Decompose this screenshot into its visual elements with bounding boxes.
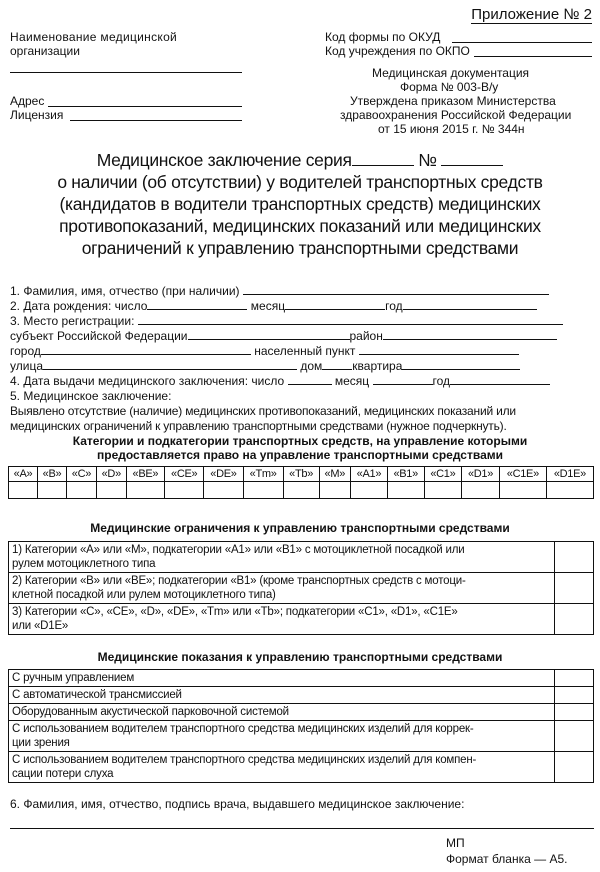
subject-input[interactable] (188, 328, 350, 340)
category-cell: «СЕ» (165, 467, 204, 482)
limitation-row-text (9, 542, 555, 573)
street-label: улица (10, 359, 43, 373)
category-mark-cell[interactable] (126, 482, 164, 499)
field-subject (10, 328, 557, 343)
limitation-row-text (9, 573, 555, 604)
title-line-4: противопоказаний, медицинских показаний или медицинских (59, 216, 541, 236)
indication-row-line-1: Оборудованным акустической парковочной системой (12, 706, 289, 718)
indication-row-text (9, 721, 555, 752)
category-cell: «С1Е» (499, 467, 546, 482)
subject-label: субъект Российской Федерации (10, 329, 188, 343)
conclusion-label: 5. Медицинское заключение: (10, 389, 172, 403)
settlement-input[interactable] (359, 343, 519, 355)
category-mark-cell[interactable] (351, 482, 388, 499)
okpo-label: Код учреждения по ОКПО (325, 44, 470, 58)
indication-row-text (9, 752, 555, 783)
category-cell: «М» (319, 467, 350, 482)
birth-day-label: 2. Дата рождения: число (10, 299, 148, 313)
category-cell: «D1E» (546, 467, 593, 482)
number-field[interactable] (441, 154, 503, 166)
categories-mark-row (9, 482, 594, 499)
limitation-row-line-2: или «D1E» (12, 620, 69, 632)
indication-row-checkbox[interactable] (555, 704, 594, 721)
category-cell: «С» (67, 467, 97, 482)
indication-row-line-2: сации потери слуха (12, 768, 114, 780)
address-line[interactable] (48, 106, 242, 107)
indications-table (8, 669, 594, 783)
city-input[interactable] (41, 343, 251, 355)
birth-month-label: месяц (250, 299, 286, 313)
conclusion-text-2: медицинских ограничений к управлению транспортными средствами (нужное подчеркнуть). (10, 419, 507, 433)
indication-row-line-1: С использованием водителем транспортного средства медицинских изделий для компен- (12, 754, 477, 766)
okpo-line[interactable] (474, 56, 592, 57)
issue-year-label: год (432, 374, 451, 388)
doc-type: Медицинская документация (372, 66, 530, 80)
series-field[interactable] (352, 154, 414, 166)
categories-row (9, 467, 594, 482)
district-label: район (349, 329, 383, 343)
indication-row-text (9, 670, 555, 687)
category-mark-cell[interactable] (546, 482, 593, 499)
indication-row-line-1: С ручным управлением (12, 672, 135, 684)
issue-month-input[interactable] (373, 373, 433, 385)
categories-table (8, 466, 594, 499)
approved-by: Утверждена приказом Министерства (350, 94, 556, 108)
stamp-label: МП (446, 836, 465, 850)
house-label: дом (300, 359, 323, 373)
title-series-label: Медицинское заключение серия (96, 150, 352, 170)
limitation-row (9, 573, 594, 604)
limitations-table (8, 541, 594, 635)
birth-year-label: год (385, 299, 403, 313)
category-mark-cell[interactable] (462, 482, 500, 499)
categories-heading-1: Категории и подкатегории транспортных средств, на управление которыми (72, 434, 528, 448)
indication-row (9, 670, 594, 687)
birth-month-input[interactable] (285, 298, 385, 310)
category-mark-cell[interactable] (165, 482, 204, 499)
indication-row (9, 687, 594, 704)
category-cell: «А1» (351, 467, 388, 482)
settlement-label: населенный пункт (254, 344, 356, 358)
category-mark-cell[interactable] (243, 482, 283, 499)
title-line-5: ограничений к управлению транспортными средствами (81, 238, 519, 258)
ministry: здравоохранения Российской Федерации (340, 108, 572, 122)
category-cell: «Tb» (283, 467, 319, 482)
indication-row-line-2: ции зрения (12, 737, 70, 749)
issue-month-label: месяц (334, 374, 370, 388)
field-registration (10, 313, 563, 328)
category-mark-cell[interactable] (424, 482, 462, 499)
category-cell: «Tm» (243, 467, 283, 482)
org-name-label-2: организации (10, 44, 80, 58)
birth-year-input[interactable] (403, 298, 537, 310)
category-mark-cell[interactable] (283, 482, 319, 499)
form-number: Форма № 003-В/у (400, 80, 499, 94)
category-cell: «С1» (424, 467, 462, 482)
category-mark-cell[interactable] (67, 482, 97, 499)
indication-row (9, 704, 594, 721)
limitation-row-text (9, 604, 555, 635)
category-cell: «D» (96, 467, 126, 482)
limitation-row-line-1: 2) Категории «В» или «ВЕ»; подкатегории «В1» (кроме транспортных средств с мотоци- (12, 575, 466, 587)
registration-input[interactable] (138, 313, 563, 325)
org-name-line[interactable] (10, 72, 242, 73)
field-birthdate (10, 298, 537, 313)
limitation-row-line-2: клетной посадкой или рулем мотоциклетного типа) (12, 589, 276, 601)
page-title (0, 150, 600, 171)
category-cell: «В1» (387, 467, 424, 482)
limitation-row (9, 542, 594, 573)
issue-day-input[interactable] (288, 373, 332, 385)
field-street (10, 358, 520, 373)
title-number-label: № (418, 150, 437, 170)
indications-heading: Медицинские показания к управлению транспортными средствами (97, 650, 503, 664)
indication-row-checkbox[interactable] (555, 721, 594, 752)
limitation-row (9, 604, 594, 635)
category-mark-cell[interactable] (499, 482, 546, 499)
limitation-row-line-2: рулем мотоциклетного типа (12, 558, 156, 570)
indication-row (9, 752, 594, 783)
category-cell: «D1» (462, 467, 500, 482)
okud-line[interactable] (452, 42, 592, 43)
category-mark-cell[interactable] (319, 482, 350, 499)
fullname-input[interactable] (243, 283, 549, 295)
limitation-row-checkbox[interactable] (555, 573, 594, 604)
fullname-label: 1. Фамилия, имя, отчество (при наличии) (10, 284, 240, 298)
flat-input[interactable] (402, 358, 520, 370)
category-mark-cell[interactable] (387, 482, 424, 499)
indication-row-checkbox[interactable] (555, 687, 594, 704)
category-cell: «ВЕ» (126, 467, 164, 482)
category-mark-cell[interactable] (9, 482, 38, 499)
okud-label: Код формы по ОКУД (325, 30, 441, 44)
title-line-2: о наличии (об отсутствии) у водителей транспортных средств (57, 172, 543, 192)
indication-row-checkbox[interactable] (555, 670, 594, 687)
order-date: от 15 июня 2015 г. № 344н (378, 122, 525, 136)
limitation-row-checkbox[interactable] (555, 542, 594, 573)
indication-row-text (9, 704, 555, 721)
format-label: Формат бланка — А5. (446, 852, 568, 866)
category-cell: «В» (38, 467, 67, 482)
street-input[interactable] (43, 358, 297, 370)
category-mark-cell[interactable] (96, 482, 126, 499)
issue-day-label: 4. Дата выдачи медицинского заключения: число (10, 374, 285, 388)
license-line[interactable] (70, 120, 242, 121)
limitation-row-checkbox[interactable] (555, 604, 594, 635)
categories-heading-2: предоставляется право на управление транспортными средствами (96, 448, 503, 462)
city-label: город (10, 344, 41, 358)
doctor-signature-line[interactable] (10, 828, 594, 829)
indication-row-line-1: С использованием водителем транспортного средства медицинских изделий для коррек- (12, 723, 474, 735)
registration-label: 3. Место регистрации: (10, 314, 135, 328)
indication-row (9, 721, 594, 752)
appendix-label: Приложение № 2 (471, 6, 592, 23)
house-input[interactable] (322, 358, 352, 370)
limitations-heading: Медицинские ограничения к управлению транспортными средствами (90, 521, 510, 535)
limitation-row-line-1: 1) Категории «А» или «М», подкатегории «А1» или «В1» с мотоциклетной посадкой или (12, 544, 465, 556)
issue-year-input[interactable] (450, 373, 550, 385)
field-fullname (10, 283, 549, 298)
limitation-row-line-1: 3) Категории «С», «СЕ», «D», «DE», «Tm» или «Tb»; подкатегории «С1», «D1», «С1Е» (12, 606, 458, 618)
flat-label: квартира (352, 359, 403, 373)
district-input[interactable] (383, 328, 557, 340)
conclusion-text-1: Выявлено отсутствие (наличие) медицинских противопоказаний, медицинских показаний или (10, 404, 516, 418)
indication-row-text (9, 687, 555, 704)
org-name-label: Наименование медицинской (10, 30, 178, 44)
indication-row-line-1: С автоматической трансмиссией (12, 689, 182, 701)
category-cell: «DE» (204, 467, 243, 482)
indication-row-checkbox[interactable] (555, 752, 594, 783)
license-label: Лицензия (10, 108, 64, 122)
address-label: Адрес (10, 94, 45, 108)
title-line-3: (кандидатов в водители транспортных средств) медицинских (59, 194, 541, 214)
birth-day-input[interactable] (147, 298, 247, 310)
field-issue-date (10, 373, 550, 388)
category-mark-cell[interactable] (204, 482, 243, 499)
field-city (10, 343, 519, 358)
doctor-signature-label: 6. Фамилия, имя, отчество, подпись врача, выдавшего медицинское заключение: (10, 797, 465, 811)
category-mark-cell[interactable] (38, 482, 67, 499)
category-cell: «А» (9, 467, 38, 482)
